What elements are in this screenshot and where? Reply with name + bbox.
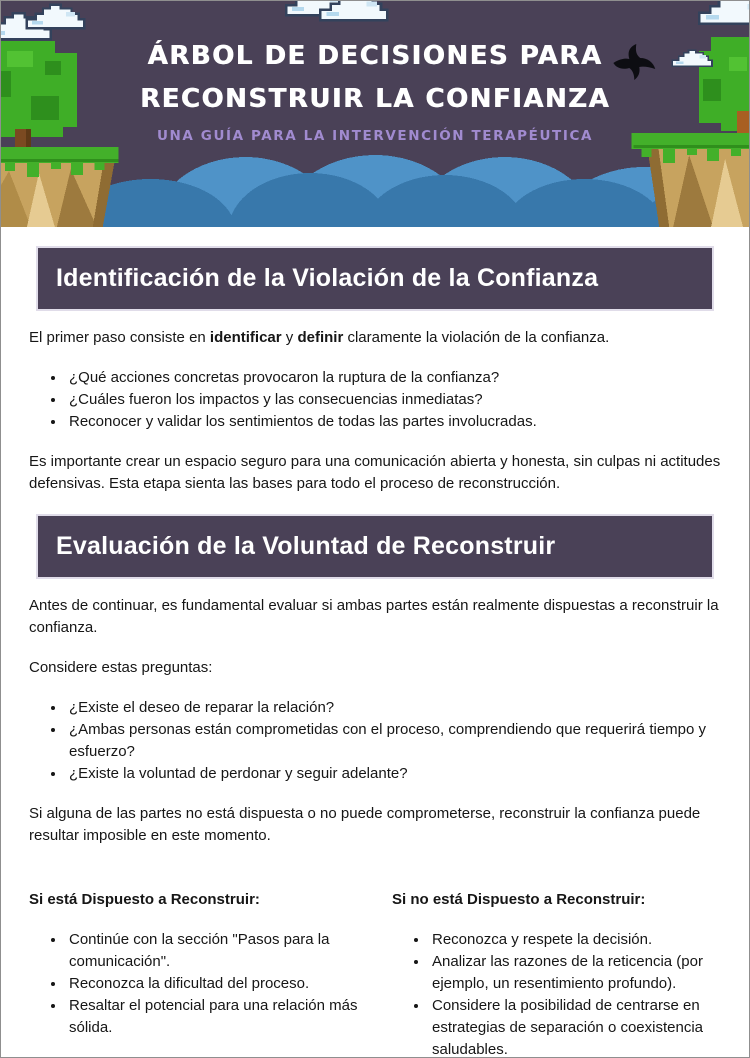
section1-outro: Es importante crear un espacio seguro para una comunicación abierta y honesta, sin culpas ni actitudes defensivas. Esta etapa sienta las bases para todo el proceso de reconstrucción. bbox=[29, 453, 721, 492]
list-item: • ¿Ambas personas están comprometidas con el proceso, comprendiendo que requerirá tiempo y esfuerzo? bbox=[66, 719, 721, 763]
list-item: • ¿Qué acciones concretas provocaron la ruptura de la confianza? bbox=[66, 367, 721, 389]
list-item: • Continúe con la sección "Pasos para la comunicación". bbox=[66, 929, 358, 973]
section-heading-evaluacion: Evaluación de la Voluntad de Reconstruir bbox=[38, 516, 712, 577]
column-unwilling-list bbox=[392, 929, 721, 1058]
intro-text: claramente la violación de la confianza. bbox=[343, 329, 610, 346]
intro-bold-definir: definir bbox=[297, 329, 344, 346]
list-item: • ¿Existe la voluntad de perdonar y seguir adelante? bbox=[66, 763, 721, 785]
list-item: • Reconozca la dificultad del proceso. bbox=[66, 973, 358, 995]
hero-header bbox=[1, 1, 749, 227]
section-heading-identificacion: Identificación de la Violación de la Confianza bbox=[38, 248, 712, 309]
column-willing bbox=[29, 871, 358, 1058]
section1-intro bbox=[29, 327, 721, 349]
page-title-line-2: RECONSTRUIR LA CONFIANZA bbox=[139, 84, 611, 114]
page-subtitle: UNA GUÍA PARA LA INTERVENCIÓN TERAPÉUTICA bbox=[156, 128, 594, 144]
list-item: • Analizar las razones de la reticencia (por ejemplo, un resentimiento profundo). bbox=[429, 951, 721, 995]
tree-right-icon bbox=[699, 37, 749, 137]
section2-intro: Antes de continuar, es fundamental evaluar si ambas partes están realmente dispuestas a reconstruir la confianza. bbox=[29, 597, 719, 636]
intro-text: y bbox=[281, 329, 298, 346]
pixel-art-scene bbox=[1, 1, 749, 227]
list-item: • Considere la posibilidad de centrarse en estrategias de separación o coexistencia saludables. bbox=[429, 995, 721, 1058]
column-unwilling-heading: Si no está Dispuesto a Reconstruir: bbox=[392, 891, 646, 908]
list-item: • Reconocer y validar los sentimientos de todas las partes involucradas. bbox=[66, 411, 721, 433]
cliff-left-icon bbox=[1, 147, 119, 227]
page-title-line-1: ÁRBOL DE DECISIONES PARA bbox=[147, 41, 603, 71]
section2-bullet-list bbox=[29, 697, 721, 785]
intro-bold-identificar: identificar bbox=[209, 329, 282, 346]
content bbox=[1, 248, 749, 1058]
column-willing-heading: Si está Dispuesto a Reconstruir: bbox=[29, 891, 260, 908]
intro-text: El primer paso consiste en bbox=[29, 329, 210, 346]
column-willing-list bbox=[29, 929, 358, 1039]
list-item: • Resaltar el potencial para una relación más sólida. bbox=[66, 995, 358, 1039]
section1-bullet-list bbox=[29, 367, 721, 433]
section2-questions-label: Considere estas preguntas: bbox=[29, 659, 213, 676]
list-item: • ¿Cuáles fueron los impactos y las consecuencias inmediatas? bbox=[66, 389, 721, 411]
list-item: • ¿Existe el deseo de reparar la relación? bbox=[66, 697, 721, 719]
column-unwilling bbox=[392, 871, 721, 1058]
section2-warning: Si alguna de las partes no está dispuesta o no puede comprometerse, reconstruir la confianza puede resultar imposible en este momento. bbox=[29, 805, 701, 844]
list-item: • Reconozca y respete la decisión. bbox=[429, 929, 721, 951]
decision-columns bbox=[29, 871, 721, 1058]
